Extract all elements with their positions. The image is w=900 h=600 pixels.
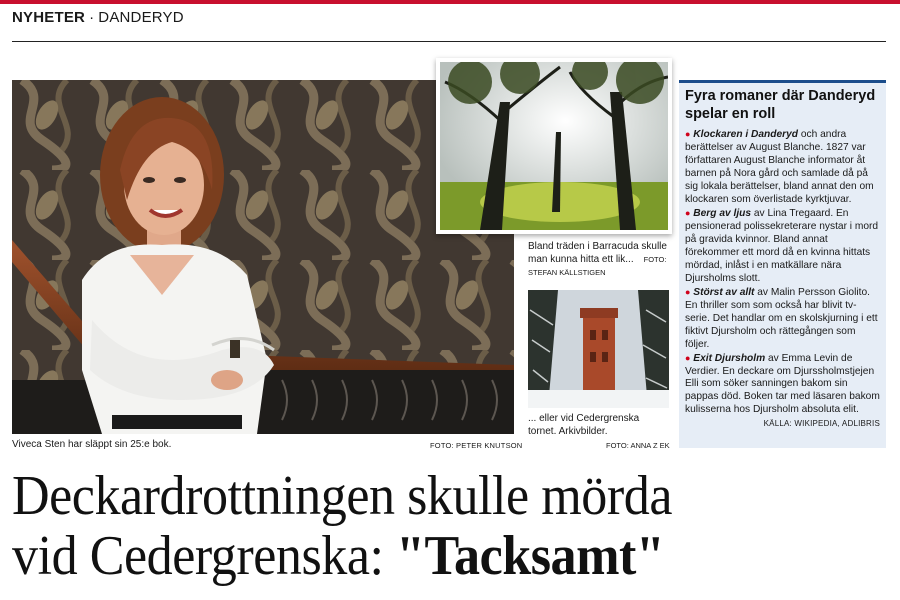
top-accent-bar <box>0 0 900 4</box>
book-title: Berg av ljus <box>693 208 752 220</box>
trees-caption-text: Bland träden i Barracuda skulle man kunna hitta ett lik... <box>528 241 667 265</box>
main-photo-credit: FOTO: PETER KNUTSON <box>430 441 523 450</box>
book-description: av Emma Levin de Verdier. En deckare om Djurssholmstjejen Elli som söker sanningen bakom sin pappas död. Boken tar med läsaren bakom kulisserna hos Djursholm absoluta elit. <box>685 352 880 416</box>
kicker-separator: · <box>89 9 95 26</box>
section-location[interactable]: DANDERYD <box>98 9 184 26</box>
tower-photo-caption: ... eller vid Cedergrenska tornet. Arkivbilder. <box>528 413 640 437</box>
fact-box-item <box>685 353 880 418</box>
main-photo-caption: Viveca Sten har släppt sin 25:e bok. <box>12 439 172 450</box>
trees-photo-image <box>440 62 668 230</box>
headline[interactable] <box>12 466 838 587</box>
tower-photo <box>528 290 669 408</box>
bullet-icon: ● <box>685 129 691 140</box>
book-title: Exit Djursholm <box>693 352 766 364</box>
fact-box-source: KÄLLA: WIKIPEDIA, ADLIBRIS <box>763 419 880 429</box>
trees-photo-caption <box>528 240 670 279</box>
tower-photo-image <box>528 290 669 408</box>
headline-quote: "Tacksamt" <box>396 525 665 588</box>
trees-photo <box>436 58 672 234</box>
fact-box-item <box>685 208 880 286</box>
book-description: av Lina Tregaard. En pensionerad polissekreterare nystar i mord på gravida kvinnor. Bland annat förekommer ett mord då en kvinna hittats mördad, inlåst i en matkällare nära Djursholms slott. <box>685 208 879 284</box>
fact-box-item <box>685 129 880 207</box>
bullet-icon: ● <box>685 286 691 297</box>
bullet-icon: ● <box>685 352 691 363</box>
bullet-icon: ● <box>685 208 691 219</box>
fact-box <box>679 80 886 448</box>
headline-line-2: vid Cedergrenska: <box>12 525 397 588</box>
headline-line-1: Deckardrottningen skulle mörda <box>12 465 672 527</box>
fact-box-title: Fyra romaner där Danderyd spelar en roll <box>685 88 876 122</box>
fact-box-item <box>685 287 880 352</box>
book-description: och andra berättelser av August Blanche. 1827 var författaren August Blanche informator åt barnen på Nora gård och samlade då på sig lokala berättelser, bland annat den om klockaren som överlistade kyrktjuvar. <box>685 129 874 206</box>
section-kicker <box>12 9 184 26</box>
book-title: Klockaren i Danderyd <box>693 129 799 141</box>
trees-photo-credit: FOTO: STEFAN KÄLLSTIGEN <box>528 255 667 277</box>
book-title: Störst av allt <box>693 286 755 298</box>
section-name[interactable]: NYHETER <box>12 9 86 26</box>
book-description: av Malin Persson Giolito. En thriller som som också har blivit tv-serie. Det handlar om en skolskjurning i ett fiktivt Djursholm och rättegången som följer. <box>685 286 878 350</box>
tower-photo-credit: FOTO: ANNA Z EK <box>606 441 670 450</box>
header-rule <box>12 41 886 42</box>
